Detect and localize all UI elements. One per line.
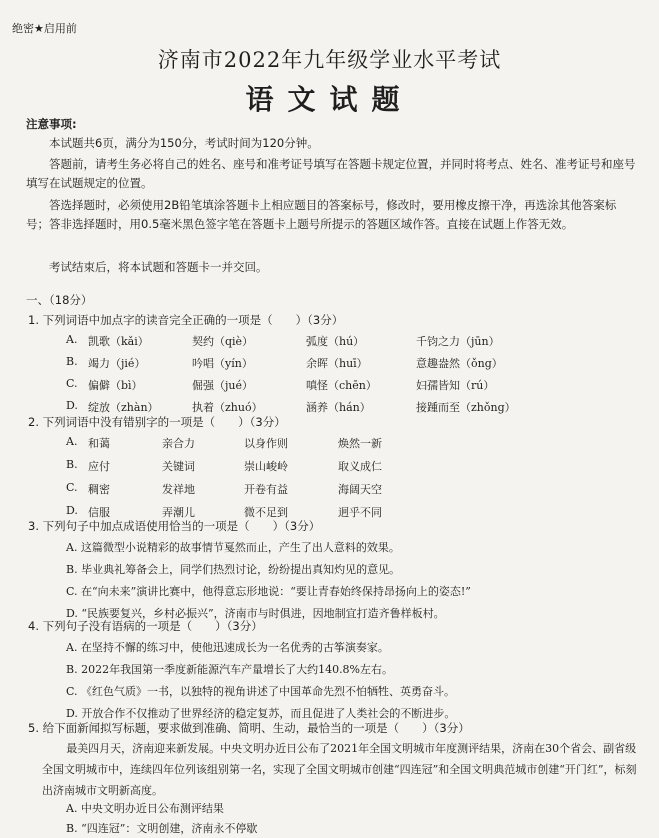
q4-option-a: A. 在坚持不懈的练习中，使他迅速成长为一名优秀的古筝演奏家。 [66,641,389,654]
q1-a-word-4: 千钧之力（jūn） [416,335,500,348]
q2-b-word-3: 崇山峻岭 [244,460,288,473]
q2-c-word-4: 海阔天空 [338,483,382,496]
q2-a-word-3: 以身作则 [244,437,288,450]
q1-b-word-2: 吟唱（yín） [192,357,253,370]
q1-d-word-1: 绽放（zhàn） [88,401,159,414]
q3-option-c: C. 在“向未来”演讲比赛中，他得意忘形地说：“要让青春始终保持昂扬向上的姿态!” [66,585,471,598]
q2-c-word-3: 开卷有益 [244,483,288,496]
q5-option-b: B. “四连冠”：文明创建，济南永不停歇 [66,822,258,835]
q1-c-word-1: 偏僻（bì） [88,379,143,392]
q2-c-word-1: 稠密 [88,483,110,496]
q1-c-word-2: 倔强（jué） [192,379,254,392]
q3-option-d: D. “民族要复兴，乡村必振兴”，济南市与时俱进，因地制宜打造齐鲁样板村。 [66,607,445,620]
q2-a-word-2: 亲合力 [162,437,195,450]
q2-d-word-3: 微不足到 [244,506,288,519]
confidential-mark: 绝密★启用前 [12,22,77,35]
question-4-stem: 4. 下列句子没有语病的一项是（ ）（3分） [28,619,263,633]
exam-subtitle: 语文试题 [245,83,414,116]
q1-c-word-4: 妇孺皆知（rú） [416,379,495,392]
option-label: B. [66,355,78,368]
q2-b-word-4: 取义成仁 [338,460,382,473]
question-5-stem: 5. 给下面新闻拟写标题，要求做到准确、简明、生动，最恰当的一项是（ ）（3分） [28,721,470,735]
option-label: D. [66,399,78,412]
q2-b-word-1: 应付 [88,460,110,473]
notice-paragraph-4: 考试结束后，将本试题和答题卡一并交回。 [49,260,268,274]
q2-d-word-1: 信服 [88,506,110,519]
q5-news-passage: 最美四月天，济南迎来新发展。中央文明办近日公布了2021年全国文明城市年度测评结果，济南在30个省会、副省级全国文明城市中，连续四年位列该组别第一名，实现了全国文明城市创建“四连冠”和全国文明典范城市创建“开门红”，标刻出济南城市文明新高度。 [42,742,637,797]
option-label: D. [66,504,78,517]
option-label: C. [66,377,78,390]
q1-a-word-2: 契约（qiè） [192,335,254,348]
q1-a-word-1: 凯歌（kǎi） [88,335,149,348]
q1-b-word-3: 余晖（huī） [306,357,368,370]
q4-option-b: B. 2022年我国第一季度新能源汽车产量增长了大约140.8%左右。 [66,663,394,676]
section-heading: 一、（18分） [26,293,93,307]
q2-a-word-4: 焕然一新 [338,437,382,450]
q3-option-a: A. 这篇微型小说精彩的故事情节戛然而止，产生了出人意料的效果。 [66,541,400,554]
notice-paragraph-1: 本试题共6页，满分为150分，考试时间为120分钟。 [49,136,319,150]
question-2-stem: 2. 下列词语中没有错别字的一项是（ ）（3分） [28,415,286,429]
option-label: B. [66,458,78,471]
q1-a-word-3: 弧度（hú） [306,335,365,348]
option-label: A. [66,333,78,346]
q1-d-word-3: 涵养（hán） [306,401,371,414]
notice-paragraph-3: 答选择题时，必须使用2B铅笔填涂答题卡上相应题目的答案标号，修改时，要用橡皮擦干净，再选涂其他答案标号；答非选择题时，用0.5毫米黑色签字笔在答题卡上题号所提示的答题区域作答。直接在试题上作答无效。 [26,198,617,231]
q1-c-word-3: 嗔怪（chēn） [306,379,377,392]
exam-title: 济南市2022年九年级学业水平考试 [157,48,502,72]
option-label: C. [66,481,78,494]
q1-d-word-4: 接踵而至（zhǒng） [416,401,516,414]
notice-heading: 注意事项: [26,117,77,131]
q4-option-c: C. 《红色气质》一书，以独特的视角讲述了中国革命先烈不怕牺牲、英勇奋斗。 [66,685,456,698]
q1-b-word-4: 意趣盎然（ǒng） [416,357,503,370]
q4-option-d: D. 开放合作不仅推动了世界经济的稳定复苏，而且促进了人类社会的不断进步。 [66,707,456,720]
q1-b-word-1: 竭力（jié） [88,357,146,370]
q2-a-word-1: 和蔼 [88,437,110,450]
question-1-stem: 1. 下列词语中加点字的读音完全正确的一项是（ ）（3分） [28,313,344,327]
question-3-stem: 3. 下列句子中加点成语使用恰当的一项是（ ）（3分） [28,519,321,533]
q3-option-b: B. 毕业典礼筹备会上，同学们热烈讨论，纷纷提出真知灼见的意见。 [66,563,401,576]
q2-c-word-2: 发祥地 [162,483,195,496]
q2-d-word-4: 迥乎不同 [338,506,382,519]
q2-d-word-2: 弄潮儿 [162,506,195,519]
option-label: A. [66,435,78,448]
q2-b-word-2: 关键词 [162,460,195,473]
q1-d-word-2: 执着（zhuó） [192,401,263,414]
notice-paragraph-2: 答题前，请考生务必将自己的姓名、座号和准考证号填写在答题卡规定位置，并同时将考点、姓名、准考证号和座号填写在试题规定的位置。 [26,157,636,190]
q5-option-a: A. 中央文明办近日公布测评结果 [66,802,224,815]
